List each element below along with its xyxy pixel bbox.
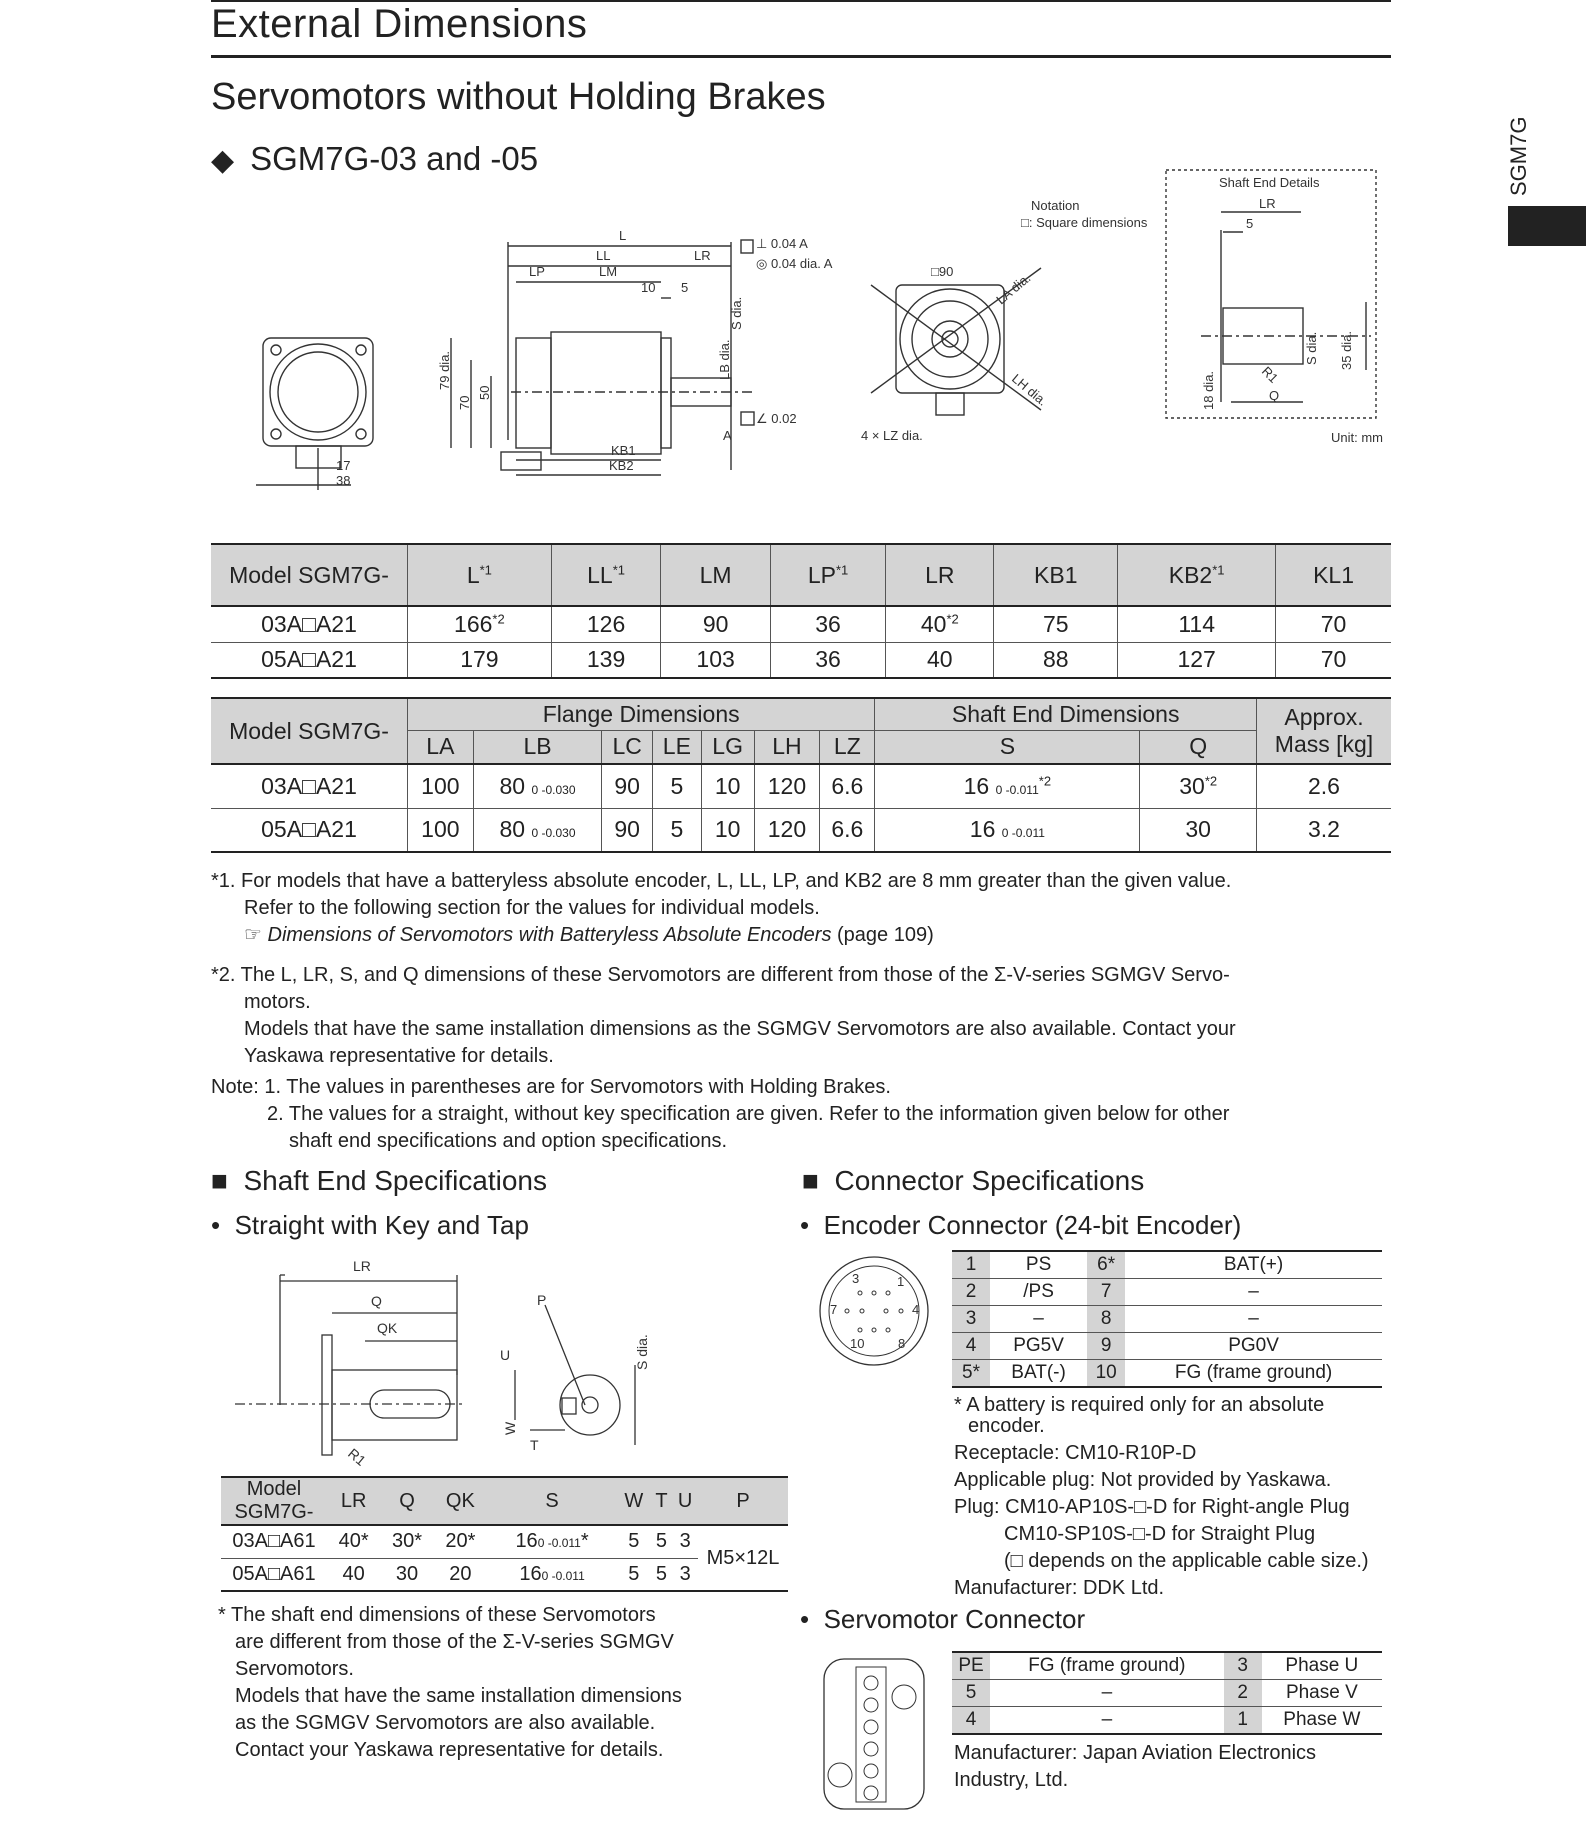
notes-list: Note: 1. The values in parentheses are for Servomotors with Holding Brakes. 2. The values for a straight, without key specification are given. Refer to the information given below for other shaft end specifications and option specifications. (211, 1076, 1230, 1152)
svg-text:5: 5 (681, 280, 689, 295)
encoder-connector-heading: • Encoder Connector (24-bit Encoder) (800, 1210, 1242, 1240)
svg-text:LH dia.: LH dia. (1009, 370, 1051, 409)
svg-text:KB1: KB1 (611, 443, 636, 458)
table-row: 03A□A61 40* 30* 20* 160 -0.011* 5 5 3 M5×12L (221, 1525, 788, 1558)
table-row: 5* BAT(-) 10 FG (frame ground) (952, 1360, 1382, 1388)
shaft-end-details-title: Shaft End Details (1219, 175, 1320, 190)
svg-text:QK: QK (377, 1320, 398, 1336)
svg-text:T: T (530, 1437, 539, 1453)
svg-text:10: 10 (850, 1336, 865, 1351)
table-row: 1 PS 6* BAT(+) (952, 1251, 1382, 1279)
svg-text:7: 7 (830, 1302, 838, 1317)
svg-text:10: 10 (641, 280, 656, 295)
svg-text:79 dia.: 79 dia. (437, 350, 452, 390)
table-row: 5 – 2 Phase V (952, 1680, 1382, 1707)
svg-text:LP: LP (529, 264, 545, 279)
table-row: 4 PG5V 9 PG0V (952, 1333, 1382, 1360)
svg-text:4: 4 (912, 1302, 920, 1317)
table-row: 05A□A21 100 80 0 -0.030 90 5 10 120 6.6 16 0 -0.011 30 3.2 (211, 808, 1391, 852)
svg-text:38: 38 (336, 473, 351, 488)
svg-text:18 dia.: 18 dia. (1201, 370, 1216, 410)
section-heading: ◆ SGM7G-03 and -05 (211, 140, 539, 177)
connector-spec-heading: ■ Connector Specifications (802, 1165, 1145, 1196)
svg-text:□90: □90 (931, 264, 954, 279)
title-rule (211, 55, 1391, 58)
svg-text:S dia.: S dia. (634, 1334, 650, 1370)
servomotor-connector-drawing (818, 1655, 930, 1815)
mass-header: Approx. Mass [kg] (1257, 698, 1392, 764)
svg-text:4 × LZ dia.: 4 × LZ dia. (861, 428, 923, 443)
svg-text:∠ 0.02: ∠ 0.02 (756, 411, 797, 426)
encoder-connector-drawing (812, 1248, 942, 1378)
shaft-end-table: Model SGM7G- LR Q QK S W T U P 03A□A61 40* 30* 20* 160 -0.011* 5 5 3 M5×12L 05A□A61 40 30 20 160 -0.011 5 5 3 (221, 1476, 788, 1592)
col-LR: LR (886, 544, 994, 606)
col-L: $L^{*1}$ (408, 544, 552, 606)
svg-text:◎ 0.04 dia. A: ◎ 0.04 dia. A (756, 256, 833, 271)
diamond-icon: ◆ (211, 144, 235, 177)
dimensions-table-2: Model SGM7G- Flange Dimensions Shaft End Dimensions Approx. Mass [kg] LA LB LC LE LG LH LZ S Q 03A□A21 100 80 0 -0.030 90 5 10 120 6.6 16 0 -0.011$^{*2}$ 30$^{*2}$ 2.6 05A□A21 100 80 0 -0.030 90 5 10 120 6.6 16 0 -0.011 30 3.2 (211, 697, 1391, 853)
svg-text:LM: LM (599, 264, 618, 279)
side-view-encoder (516, 338, 551, 448)
svg-text:1: 1 (897, 1274, 905, 1289)
svg-text:S dia.: S dia. (729, 296, 744, 330)
col-model: Model SGM7G- (211, 544, 408, 606)
svg-text:KB2: KB2 (609, 458, 634, 473)
shaft-key-drawing (225, 1255, 695, 1469)
side-tab-label: SGM7G (1506, 116, 1531, 196)
col-LP: LP$^{*1}$ (770, 544, 885, 606)
encoder-pin-table (952, 1250, 1382, 1388)
svg-text:A: A (723, 428, 732, 443)
svg-text:LL: LL (596, 248, 611, 263)
servomotor-notes: Manufacturer: Japan Aviation Electronics Industry, Ltd. (954, 1742, 1317, 1791)
svg-text:S dia.: S dia. (1304, 331, 1319, 365)
shaft-end-spec-heading: ■ Shaft End Specifications (211, 1165, 547, 1196)
shaft-straight-heading: • Straight with Key and Tap (211, 1210, 529, 1240)
notation-title: Notation (1031, 198, 1080, 213)
servomotor-connector-heading: • Servomotor Connector (800, 1604, 1086, 1634)
table-row: PE FG (frame ground) 3 Phase U (952, 1652, 1382, 1680)
side-view-body (551, 332, 661, 454)
svg-text:17: 17 (336, 458, 351, 473)
page-title: External Dimensions (211, 2, 588, 46)
col-LL: LL$^{*1}$ (551, 544, 661, 606)
batteryless-encoder-reference[interactable]: Dimensions of Servomotors with Batteryless Absolute Encoders (267, 924, 832, 946)
svg-text:Q: Q (371, 1293, 382, 1309)
servomotor-pin-table (952, 1651, 1382, 1735)
svg-text:R1: R1 (345, 1445, 370, 1469)
col-model: Model SGM7G- (211, 698, 408, 764)
flange-dimensions-header: Flange Dimensions (408, 698, 875, 730)
svg-text:W: W (502, 1421, 518, 1435)
encoder-notes: * A battery is required only for an absolute encoder. Receptacle: CM10-R10P-D Applicable plug: Not provided by Yaskawa. Plug: CM10-AP10S-□-D for Right-angle Plug CM10-SP10S-□-D for Straight Plug (□ depends on the applicable cable size.) Manufacturer: DDK Ltd. (954, 1394, 1369, 1599)
svg-text:LR: LR (694, 248, 711, 263)
dimension-drawing (211, 175, 1391, 530)
table-row: 05A□A21 179 139 103 36 40 88 127 70 (211, 642, 1391, 678)
pointing-hand-icon: ☞ (244, 924, 262, 946)
svg-text:L: L (619, 228, 627, 243)
note-1: *1. For models that have a batteryless absolute encoder, L, LL, LP, and KB2 are 8 mm greater than the given value. Refer to the following section for the values for individual models. ☞ Dimensions of Servomotors with Batteryless Absolute Encoders (page 109) (211, 870, 1232, 946)
unit-label: Unit: mm (1331, 430, 1383, 445)
svg-text:LB dia.: LB dia. (717, 339, 732, 380)
table-row: 05A□A61 40 30 20 160 -0.011 5 5 3 (221, 1558, 788, 1591)
col-KB1: KB1 (994, 544, 1118, 606)
table-row: 03A□A21 100 80 0 -0.030 90 5 10 120 6.6 16 0 -0.011$^{*2}$ 30$^{*2}$ 2.6 (211, 764, 1391, 808)
table-row: 3 – 8 – (952, 1306, 1382, 1333)
notation-text: □: Square dimensions (1021, 215, 1148, 230)
svg-text:70: 70 (457, 395, 472, 410)
svg-text:P: P (537, 1292, 547, 1308)
shaft-end-note: * The shaft end dimensions of these Servomotors are different from those of the Σ-V-series SGMGV Servomotors. Models that have the same installation dimensions as the SGMGV Servomotors are also available. Contact your Yaskawa representative for details. (218, 1604, 682, 1761)
svg-text:LR: LR (1259, 196, 1276, 211)
svg-text:5: 5 (1246, 216, 1254, 231)
table-row: 4 – 1 Phase W (952, 1707, 1382, 1735)
svg-text:8: 8 (898, 1336, 906, 1351)
front-view-circle (270, 344, 366, 440)
dimensions-table-1 (211, 543, 1391, 679)
shaft-end-dimensions-header: Shaft End Dimensions (875, 698, 1257, 730)
svg-text:U: U (500, 1347, 511, 1363)
svg-text:35 dia.: 35 dia. (1339, 330, 1354, 370)
col-LM: LM (661, 544, 771, 606)
svg-text:50: 50 (477, 385, 492, 400)
svg-text:Q: Q (1269, 388, 1280, 403)
table-row: 2 /PS 7 – (952, 1279, 1382, 1306)
svg-text:LR: LR (353, 1258, 371, 1274)
svg-text:LA dia.: LA dia. (993, 270, 1034, 308)
svg-text:⊥ 0.04 A: ⊥ 0.04 A (756, 236, 808, 251)
side-tab-marker (1508, 206, 1586, 246)
svg-text:3: 3 (852, 1271, 860, 1286)
col-KB2: KB2$^{*1}$ (1118, 544, 1276, 606)
note-2: *2. The L, LR, S, and Q dimensions of these Servomotors are different from those of the Σ-V-series SGMGV Servo- motors. Models that have the same installation dimensions as the SGMGV Servomotors are also available. Contact your Yaskawa representative for details. (211, 964, 1236, 1067)
page-subtitle: Servomotors without Holding Brakes (211, 76, 826, 118)
table-row: 03A□A21 166$^{*2}$ 126 90 36 40$^{*2}$ 75 114 70 (211, 606, 1391, 642)
svg-text:R1: R1 (1258, 363, 1282, 386)
col-KL1: KL1 (1276, 544, 1391, 606)
